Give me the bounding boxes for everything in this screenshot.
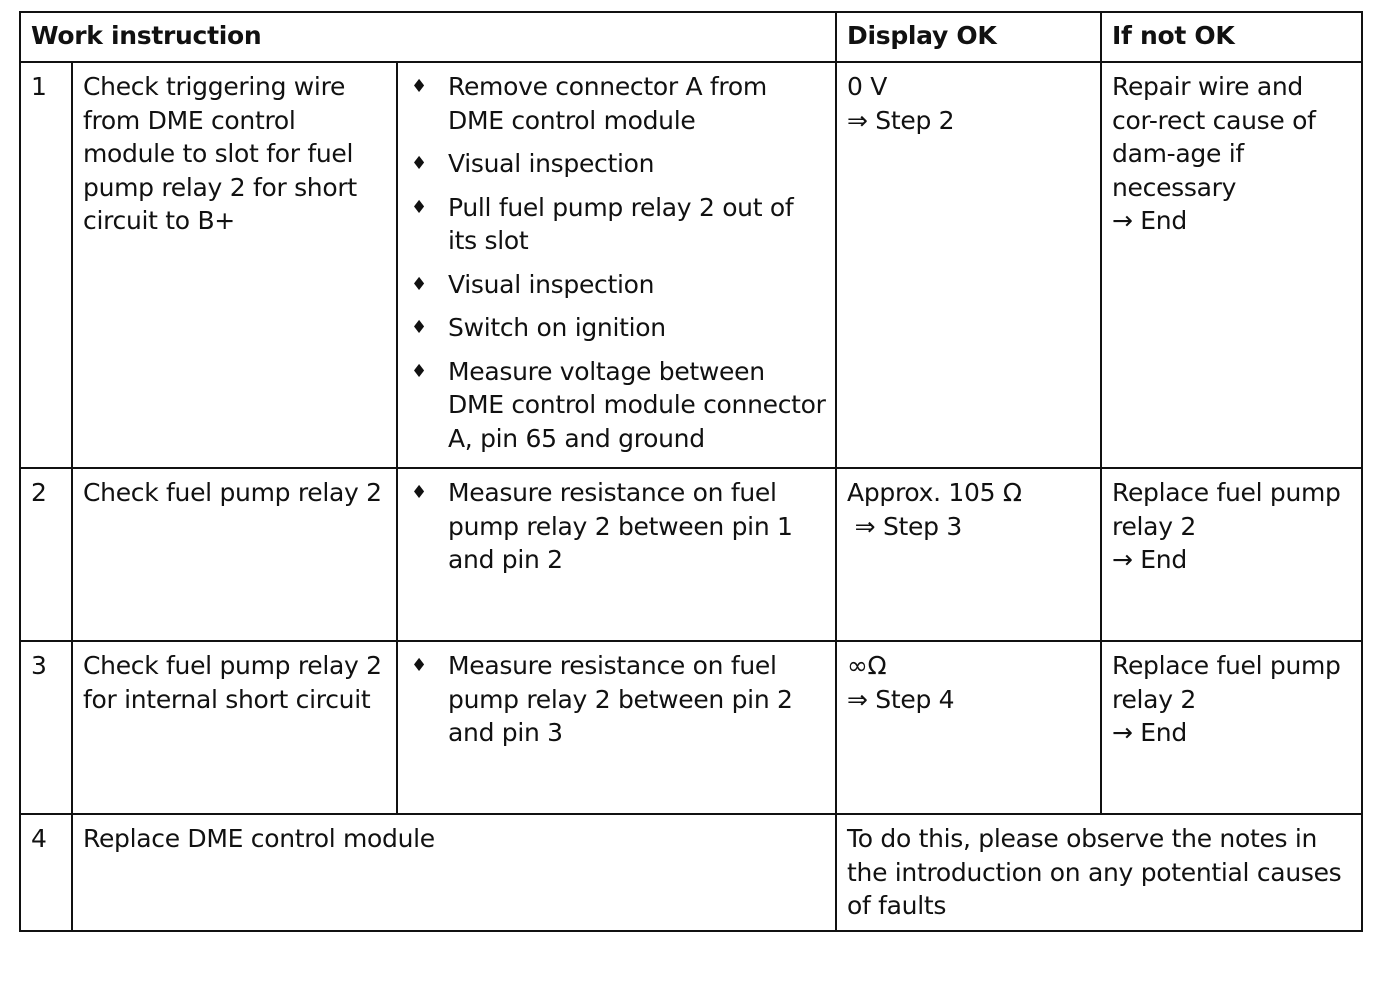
step-list-cell [397,62,836,468]
step-number: 2 [20,468,72,641]
step-list [408,476,826,577]
diamond-bullet-icon: ♦ [411,76,427,97]
display-ok-cell [836,641,1101,814]
step-number: 4 [20,814,72,931]
step-number: 3 [20,641,72,814]
task-description: Check fuel pump relay 2 [72,468,397,641]
header-if-not-ok: If not OK [1101,12,1362,62]
diamond-bullet-icon: ♦ [411,153,427,174]
ok-next-step: ⇒ Step 4 [847,684,955,714]
table-row [20,62,1362,468]
list-item: ♦ Switch on ignition [408,311,826,345]
step-list [408,649,826,750]
list-item: ♦ Measure resistance on fuel pump relay 2 between pin 2 and pin 3 [411,651,793,747]
list-item: ♦ Measure resistance on fuel pump relay 2 between pin 1 and pin 2 [411,478,793,574]
not-ok-next: → End [1112,718,1187,747]
not-ok-action: Replace fuel pump relay 2 [1112,651,1341,714]
diamond-bullet-icon: ♦ [411,273,427,295]
not-ok-action: Repair wire and cor-rect cause of dam-age if necessary [1112,72,1316,202]
procedure-table [19,11,1363,932]
list-item: ♦ Remove connector A from DME control module [411,72,767,135]
diamond-bullet-icon: ♦ [411,196,427,218]
task-description: Check triggering wire from DME control module to slot for fuel pump relay 2 for short circuit to B+ [72,62,397,468]
not-ok-cell [1101,468,1362,641]
list-item: ♦ Measure voltage between DME control module connector A, pin 65 and ground [411,356,826,453]
ok-value: 0 V [847,72,888,101]
diamond-bullet-icon: ♦ [411,482,427,503]
ok-value: Approx. 105 Ω [847,478,1022,507]
list-item: ♦ Pull fuel pump relay 2 out of its slot [411,192,794,255]
not-ok-cell [1101,641,1362,814]
diamond-bullet-icon: ♦ [411,317,427,338]
diamond-bullet-icon: ♦ [411,360,427,382]
step-list [408,70,826,455]
task-description: Replace DME control module [72,814,836,931]
not-ok-next: → End [1112,545,1187,574]
ok-next-step: ⇒ Step 3 [847,511,962,541]
table-row [20,468,1362,641]
not-ok-next: → End [1112,206,1187,235]
task-description: Check fuel pump relay 2 for internal short circuit [72,641,397,814]
header-row [20,12,1362,62]
table-row [20,641,1362,814]
header-work-instruction: Work instruction [20,12,836,62]
step-number: 1 [20,62,72,468]
not-ok-action: Replace fuel pump relay 2 [1112,478,1341,541]
display-ok-cell [836,62,1101,468]
list-item: ♦ Visual inspection [408,268,826,302]
step-list-cell [397,468,836,641]
not-ok-cell [1101,62,1362,468]
step-list-cell [397,641,836,814]
note-cell: To do this, please observe the notes in the introduction on any potential causes of faults [836,814,1362,931]
list-item: ♦ Visual inspection [408,147,826,181]
display-ok-cell [836,468,1101,641]
table-row [20,814,1362,931]
ok-next-step: ⇒ Step 2 [847,105,955,135]
ok-value: ∞Ω [847,651,887,680]
header-display-ok: Display OK [836,12,1101,62]
diamond-bullet-icon: ♦ [411,655,427,676]
